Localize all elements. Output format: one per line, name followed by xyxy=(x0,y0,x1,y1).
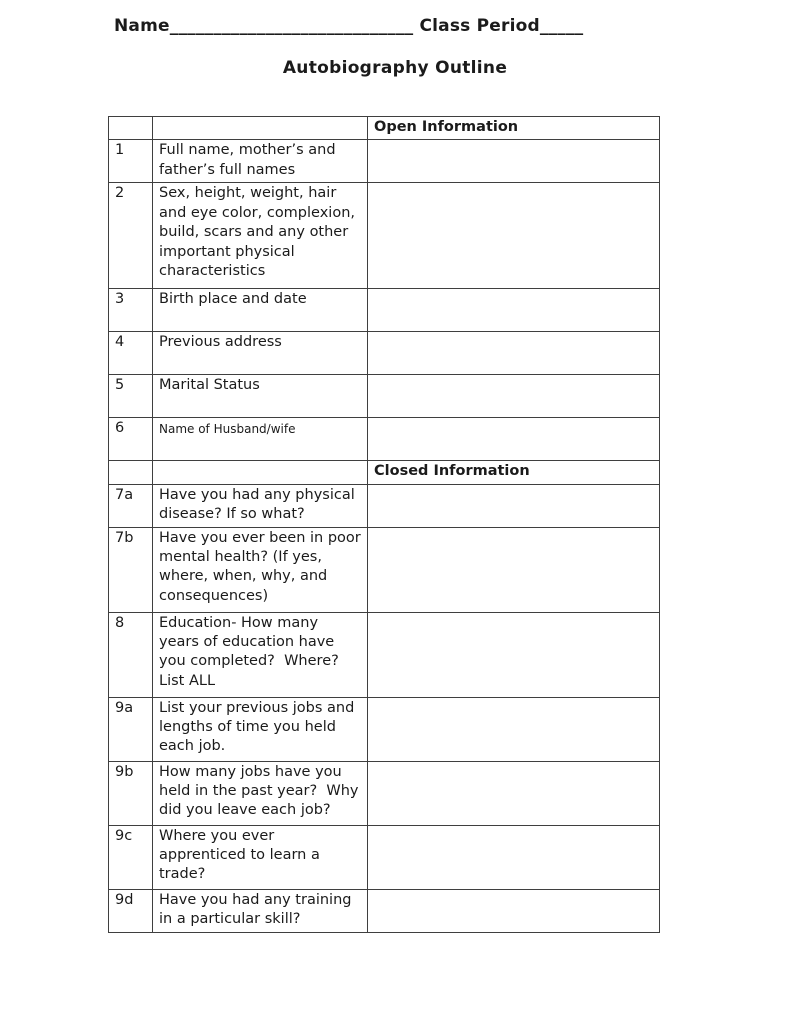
answer-cell xyxy=(368,527,660,612)
class-period-blank-line: _____ xyxy=(539,16,584,36)
row-number: 9a xyxy=(109,697,153,761)
answer-cell xyxy=(368,889,660,932)
row-number: 5 xyxy=(109,375,153,418)
question-cell: Full name, mother’s and father’s full names xyxy=(153,140,368,183)
row-number: 4 xyxy=(109,332,153,375)
question-cell: Have you had any physical disease? If so what? xyxy=(153,484,368,527)
answer-cell xyxy=(368,697,660,761)
table-row xyxy=(109,612,660,697)
question-cell: Where you ever apprenticed to learn a trade? xyxy=(153,825,368,889)
row-number: 7b xyxy=(109,527,153,612)
answer-cell xyxy=(368,761,660,825)
name-blank-line: ____________________________ xyxy=(169,16,414,36)
closed-information-header: Closed Information xyxy=(368,461,660,484)
row-number: 1 xyxy=(109,140,153,183)
empty-cell xyxy=(109,461,153,484)
answer-cell xyxy=(368,183,660,289)
question-cell: Name of Husband/wife xyxy=(153,418,368,461)
question-cell: Previous address xyxy=(153,332,368,375)
row-number: 9d xyxy=(109,889,153,932)
name-label: Name xyxy=(114,16,170,36)
row-number: 7a xyxy=(109,484,153,527)
row-number: 9c xyxy=(109,825,153,889)
empty-cell xyxy=(153,461,368,484)
answer-cell xyxy=(368,289,660,332)
answer-cell xyxy=(368,612,660,697)
row-number: 2 xyxy=(109,183,153,289)
row-number: 6 xyxy=(109,418,153,461)
closed-information-header-row xyxy=(109,461,660,484)
answer-cell xyxy=(368,418,660,461)
name-class-line xyxy=(114,16,583,36)
question-cell: Birth place and date xyxy=(153,289,368,332)
table-row xyxy=(109,484,660,527)
question-cell: Marital Status xyxy=(153,375,368,418)
table-row xyxy=(109,889,660,932)
row-number: 3 xyxy=(109,289,153,332)
table-row xyxy=(109,825,660,889)
answer-cell xyxy=(368,140,660,183)
answer-cell xyxy=(368,484,660,527)
open-information-header: Open Information xyxy=(368,117,660,140)
open-information-header-row xyxy=(109,117,660,140)
table-row xyxy=(109,289,660,332)
table-row xyxy=(109,375,660,418)
table-row xyxy=(109,418,660,461)
page-title: Autobiography Outline xyxy=(282,58,508,78)
table-row xyxy=(109,183,660,289)
question-cell: Education- How many years of education have you completed? Where? List ALL xyxy=(153,612,368,697)
row-number: 9b xyxy=(109,761,153,825)
table-row xyxy=(109,140,660,183)
empty-cell xyxy=(109,117,153,140)
question-cell: Have you had any training in a particular skill? xyxy=(153,889,368,932)
empty-cell xyxy=(153,117,368,140)
table-row xyxy=(109,527,660,612)
table-row xyxy=(109,761,660,825)
table-row xyxy=(109,332,660,375)
table-row xyxy=(109,697,660,761)
question-cell: Have you ever been in poor mental health? (If yes, where, when, why, and consequences) xyxy=(153,527,368,612)
row-number: 8 xyxy=(109,612,153,697)
answer-cell xyxy=(368,332,660,375)
question-cell: How many jobs have you held in the past year? Why did you leave each job? xyxy=(153,761,368,825)
question-cell: Sex, height, weight, hair and eye color, complexion, build, scars and any other important physical characteristics xyxy=(153,183,368,289)
autobiography-outline-table xyxy=(108,116,660,933)
question-cell: List your previous jobs and lengths of time you held each job. xyxy=(153,697,368,761)
answer-cell xyxy=(368,825,660,889)
class-period-label: Class Period xyxy=(413,16,540,36)
answer-cell xyxy=(368,375,660,418)
